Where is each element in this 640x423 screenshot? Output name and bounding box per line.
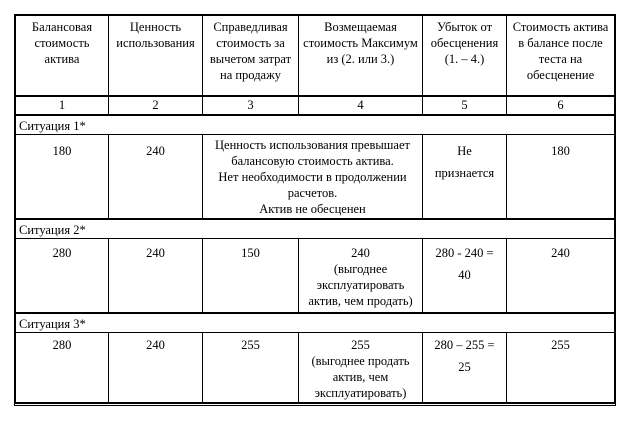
column-number: 6 xyxy=(507,96,614,115)
fair-value-cell: 255 xyxy=(203,333,299,403)
explanation-line: Актив не обесценен xyxy=(259,202,366,216)
column-number: 2 xyxy=(109,96,203,115)
situation-title-row xyxy=(16,313,614,333)
header-cell-4: Возмещаемая стоимость Максимум из (2. или 3.) xyxy=(299,16,423,96)
situation-title-row xyxy=(16,115,614,135)
balance-after-test-cell: 180 xyxy=(507,135,614,219)
situation-title-row xyxy=(16,219,614,239)
column-number: 5 xyxy=(423,96,507,115)
explanation-line: расчетов. xyxy=(287,186,338,200)
carrying-amount-cell: 280 xyxy=(16,239,109,313)
header-row xyxy=(16,16,614,96)
column-number: 3 xyxy=(203,96,299,115)
recoverable-amount-line: актив, чем xyxy=(332,370,389,384)
impairment-loss-cell xyxy=(423,239,507,313)
column-number: 4 xyxy=(299,96,423,115)
recoverable-amount-line: актив, чем продать) xyxy=(308,294,413,308)
situation-1-row xyxy=(16,135,614,219)
header-cell-1: Балансовая стоимость актива xyxy=(16,16,109,96)
header-cell-5: Убыток от обесценения (1. – 4.) xyxy=(423,16,507,96)
recoverable-amount-line: (выгоднее продать xyxy=(311,354,410,368)
impairment-loss-line: 25 xyxy=(458,360,471,374)
impairment-loss-line: Не xyxy=(457,144,472,158)
impairment-loss-cell xyxy=(423,333,507,403)
column-number-row xyxy=(16,96,614,115)
situation-2-title: Ситуация 2* xyxy=(16,219,614,239)
fair-value-cell: 150 xyxy=(203,239,299,313)
recoverable-amount-line: 255 xyxy=(351,338,370,352)
situation-1-explanation xyxy=(203,135,423,219)
header-cell-2: Ценность использования xyxy=(109,16,203,96)
value-in-use-cell: 240 xyxy=(109,239,203,313)
column-number: 1 xyxy=(16,96,109,115)
explanation-line: балансовую стоимость актива. xyxy=(231,154,394,168)
recoverable-amount-line: эксплуатировать xyxy=(316,278,405,292)
explanation-line: Ценность использования превышает xyxy=(215,138,410,152)
impairment-test-table xyxy=(14,14,616,406)
situation-3-title: Ситуация 3* xyxy=(16,313,614,333)
situation-3-row xyxy=(16,333,614,403)
impairment-loss-cell xyxy=(423,135,507,219)
situation-1-title: Ситуация 1* xyxy=(16,115,614,135)
impairment-loss-line: 40 xyxy=(458,268,471,282)
impairment-loss-line: 280 – 255 = xyxy=(434,338,495,352)
situation-2-row xyxy=(16,239,614,313)
value-in-use-cell: 240 xyxy=(109,135,203,219)
value-in-use-cell: 240 xyxy=(109,333,203,403)
explanation-line: Нет необходимости в продолжении xyxy=(218,170,407,184)
carrying-amount-cell: 180 xyxy=(16,135,109,219)
recoverable-amount-cell xyxy=(299,333,423,403)
header-cell-6: Стоимость актива в балансе после теста на обесценение xyxy=(507,16,614,96)
balance-after-test-cell: 240 xyxy=(507,239,614,313)
recoverable-amount-line: (выгоднее xyxy=(333,262,388,276)
recoverable-amount-line: 240 xyxy=(351,246,370,260)
balance-after-test-cell: 255 xyxy=(507,333,614,403)
impairment-loss-line: 280 - 240 = xyxy=(435,246,494,260)
impairment-loss-line: признается xyxy=(434,166,495,180)
carrying-amount-cell: 280 xyxy=(16,333,109,403)
impairment-table-container xyxy=(14,14,612,406)
recoverable-amount-cell xyxy=(299,239,423,313)
header-cell-3: Справедливая стоимость за вычетом затрат на продажу xyxy=(203,16,299,96)
recoverable-amount-line: эксплуатировать) xyxy=(314,386,407,400)
